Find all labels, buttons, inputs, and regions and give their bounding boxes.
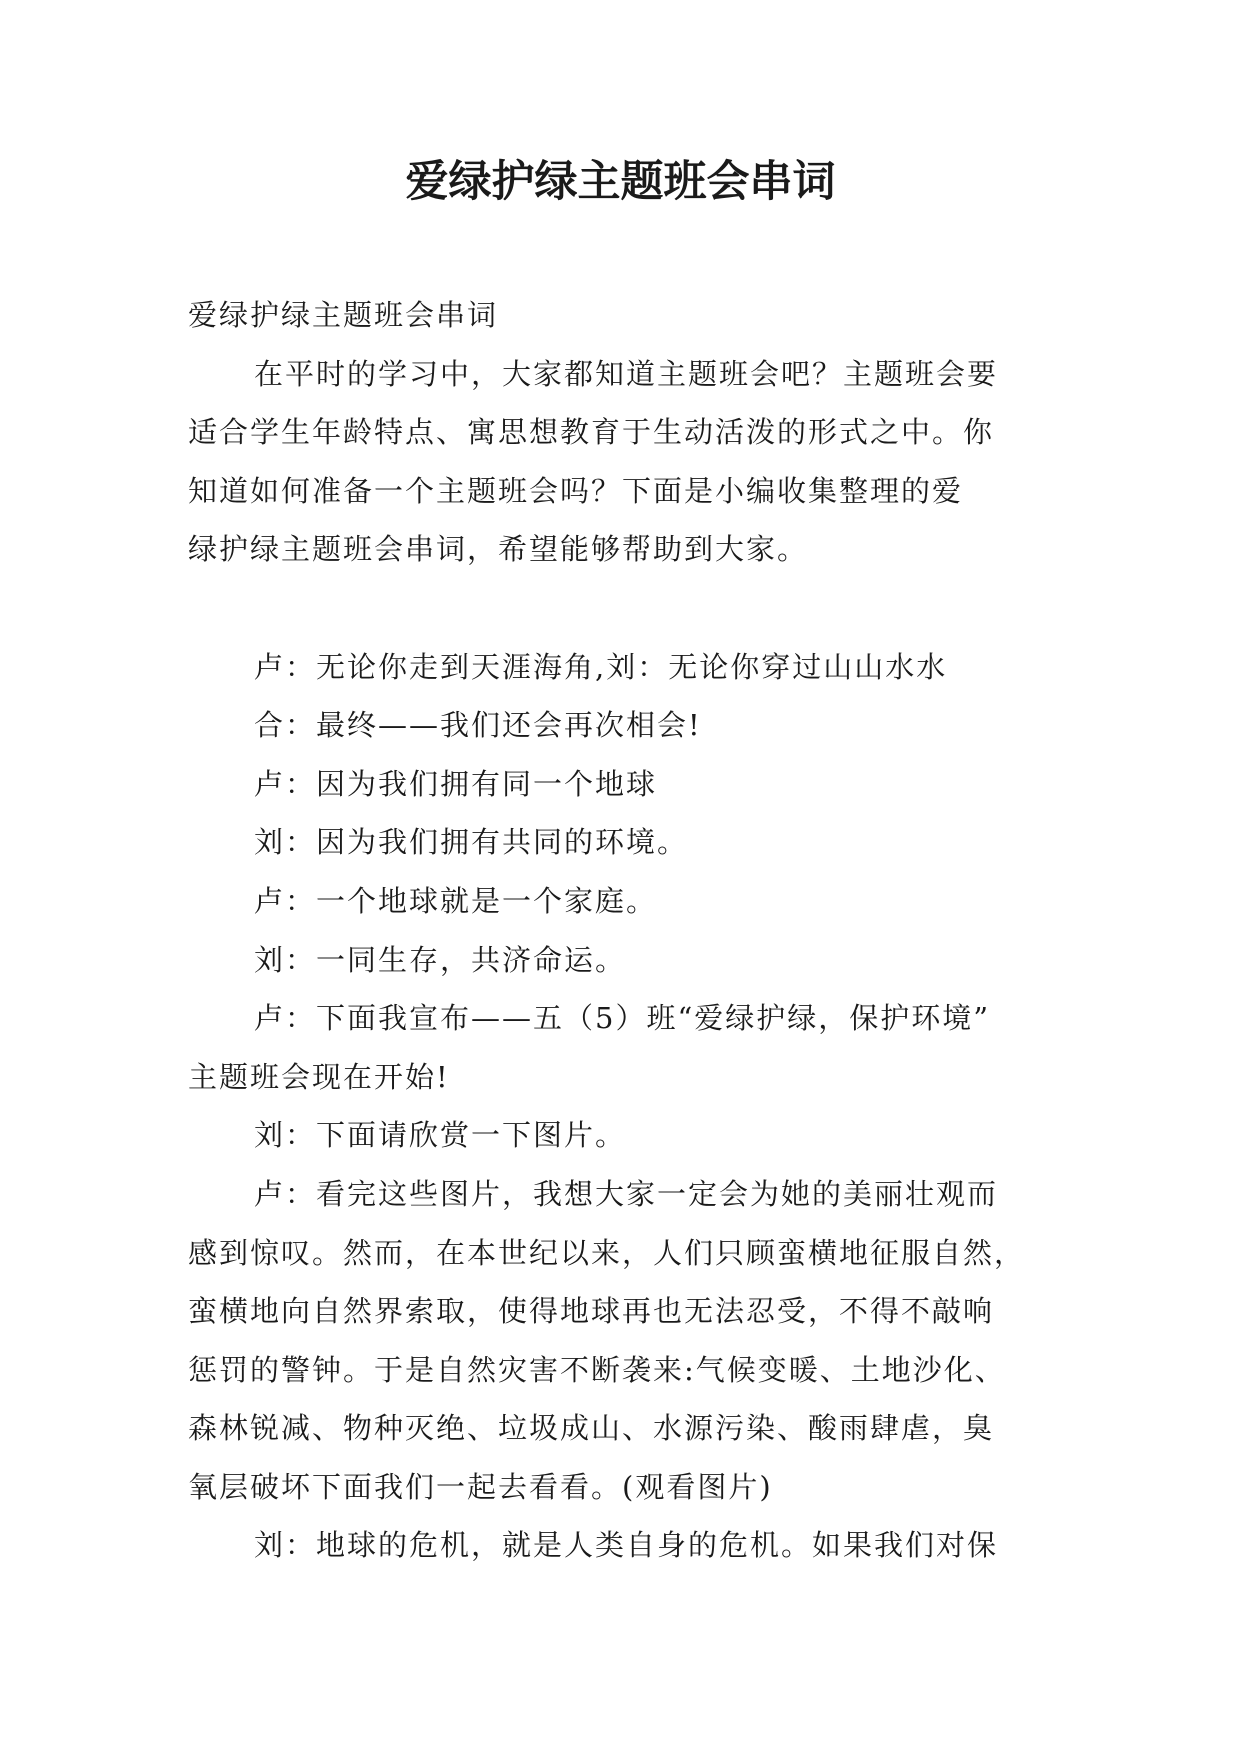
paragraph-line: 在平时的学习中，大家都知道主题班会吧？主题班会要: [254, 356, 999, 391]
page-title: 爱绿护绿主题班会串词: [405, 157, 836, 207]
paragraph-line: 知道如何准备一个主题班会吗？下面是小编收集整理的爱: [188, 473, 964, 508]
paragraph-gap: [188, 579, 1068, 638]
dialogue-line: 刘：下面请欣赏一下图片。: [254, 1118, 627, 1153]
dialogue-line: 氧层破坏下面我们一起去看看。(观看图片): [188, 1469, 773, 1504]
paragraph-line: 爱绿护绿主题班会串词: [188, 298, 499, 332]
dialogue-line: 森林锐减、物种灭绝、垃圾成山、水源污染、酸雨肆虐，臭: [188, 1411, 995, 1446]
dialogue-line: 卢：看完这些图片，我想大家一定会为她的美丽壮观而: [254, 1176, 999, 1211]
dialogue-line: 惩罚的警钟。于是自然灾害不断袭来:气候变暖、土地沙化、: [188, 1352, 1006, 1387]
dialogue-line: 感到惊叹。然而，在本世纪以来，人们只顾蛮横地征服自然，: [188, 1235, 1026, 1270]
paragraph-line: 绿护绿主题班会串词，希望能够帮助到大家。: [188, 532, 809, 567]
paragraph-line: 适合学生年龄特点、寓思想教育于生动活泼的形式之中。你: [188, 415, 995, 450]
dialogue-line: 卢：下面我宣布——五（5）班“爱绿护绿，保护环境”: [254, 1001, 991, 1036]
document-body: [188, 286, 1068, 1575]
dialogue-line: 合：最终——我们还会再次相会!: [254, 708, 702, 743]
dialogue-line: 刘：一同生存，共济命运。: [254, 942, 627, 977]
dialogue-line: 主题班会现在开始!: [188, 1059, 450, 1094]
dialogue-line: 卢：一个地球就是一个家庭。: [254, 883, 658, 918]
dialogue-line: 刘：地球的危机，就是人类自身的危机。如果我们对保: [254, 1528, 999, 1563]
dialogue-line: 刘：因为我们拥有共同的环境。: [254, 825, 689, 860]
dialogue-line: 卢：因为我们拥有同一个地球: [254, 766, 658, 801]
dialogue-line: 卢：无论你走到天涯海角,刘：无论你穿过山山水水: [254, 649, 948, 684]
dialogue-line: 蛮横地向自然界索取，使得地球再也无法忍受，不得不敲响: [188, 1294, 995, 1329]
